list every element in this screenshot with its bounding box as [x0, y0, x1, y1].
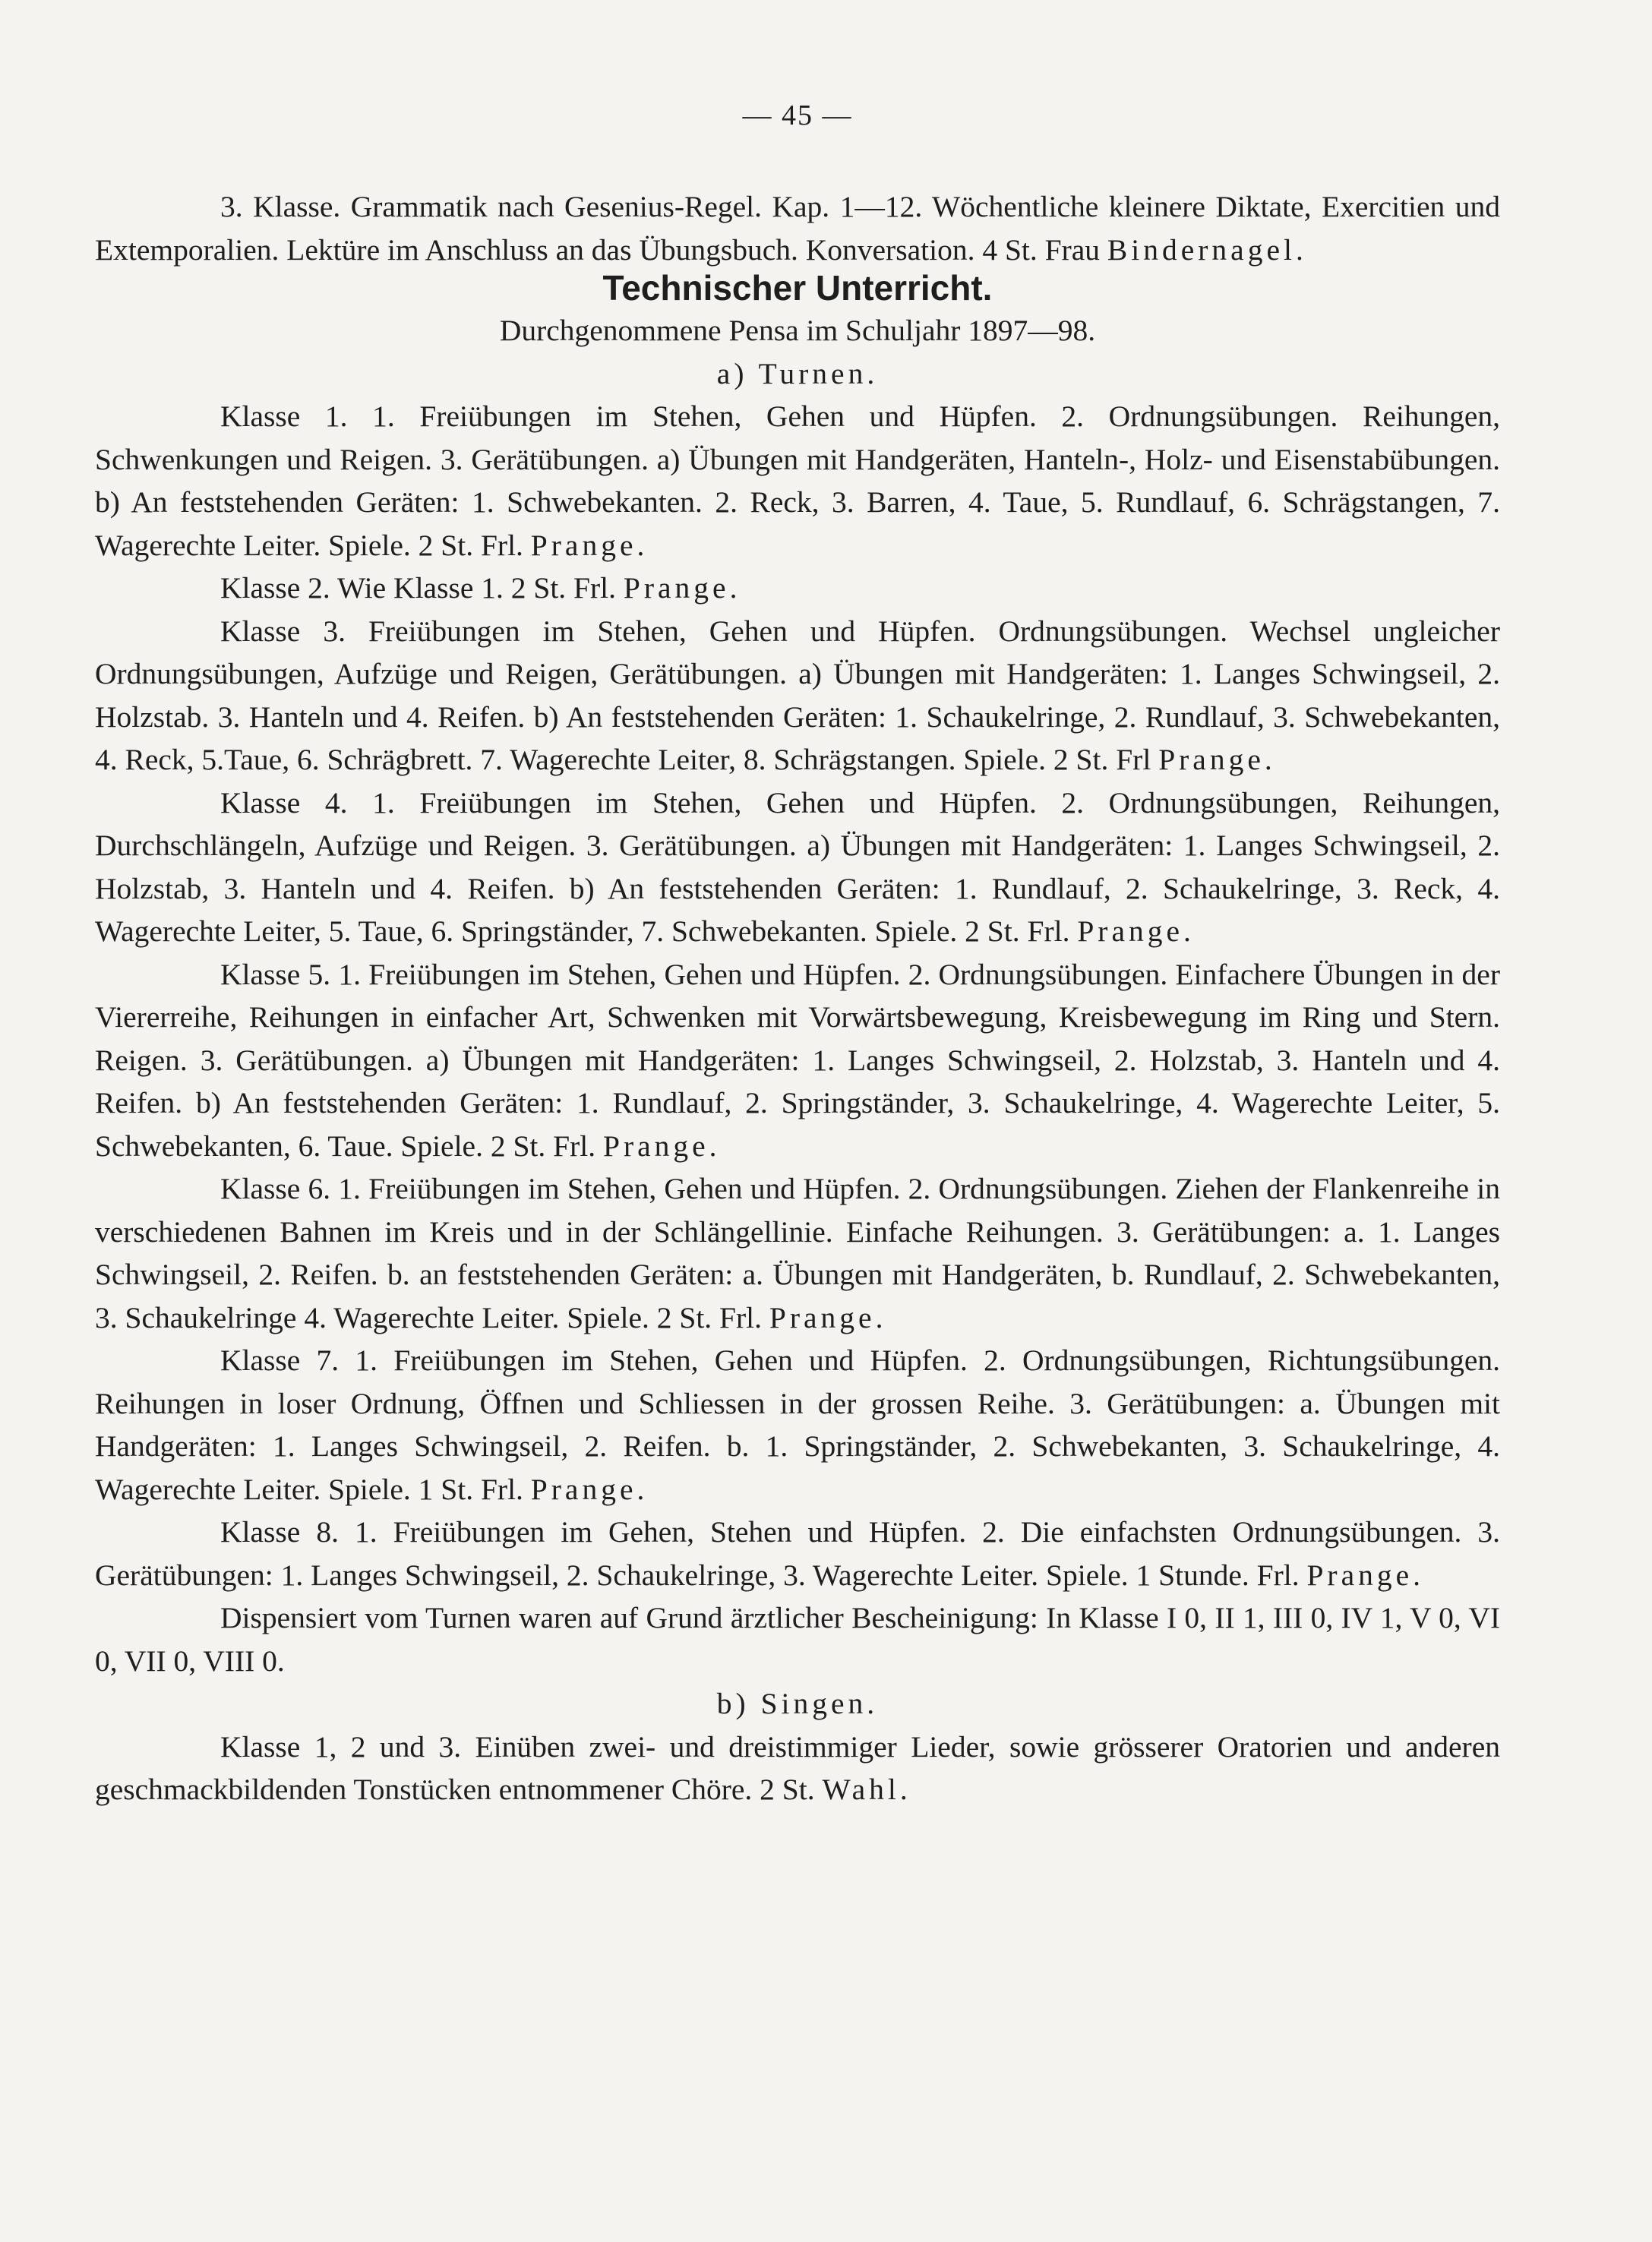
paragraph-dispensiert	[95, 1596, 1500, 1682]
page-number: — 45 —	[742, 99, 853, 131]
paragraph-text: Klasse 6. 1. Freiübungen im Stehen, Gehen und Hüpfen. 2. Ordnungsübungen. Ziehen der Flankenreihe in verschiedenen Bahnen im Kreis und in der Schlängellinie. Einfache Reihungen. 3. Gerätübungen: a. 1. Langes Schwingseil, 2. Reifen. b. an feststehenden Geräten: a. Übungen mit Handgeräten, b. Rundlauf, 2. Schwebekanten, 3. Schaukelringe 4. Wagerechte Leiter. Spiele. 2 St. Frl.	[95, 1172, 1500, 1334]
document-page	[95, 99, 1500, 1811]
paragraph-klasse-6	[95, 1167, 1500, 1339]
teacher-name: Prange.	[530, 1472, 649, 1506]
teacher-name: Prange.	[603, 1129, 721, 1163]
paragraph-klasse-3	[95, 610, 1500, 782]
paragraph-text: Klasse 8. 1. Freiübungen im Gehen, Stehen und Hüpfen. 2. Die einfachsten Ordnungsübungen. 3. Gerätübungen: 1. Langes Schwingseil, 2. Schaukelringe, 3. Wagerechte Leiter. Spiele. 1 Stunde. Frl.	[95, 1515, 1500, 1592]
subsection-singen: b) Singen.	[716, 1687, 879, 1720]
teacher-name: Prange.	[1306, 1558, 1425, 1592]
intro-paragraph	[95, 185, 1500, 271]
intro-text: 3. Klasse. Grammatik nach Gesenius-Regel. Kap. 1—12. Wöchentliche kleinere Diktate, Exercitien und Extemporalien. Lektüre im Anschluss an das Übungsbuch. Konversation. 4 St. Frau	[95, 190, 1500, 267]
paragraph-text: Klasse 4. 1. Freiübungen im Stehen, Gehen und Hüpfen. 2. Ordnungsübungen, Reihungen, Durchschlängeln, Aufzüge und Reigen. 3. Gerätübungen. a) Übungen mit Handgeräten: 1. Langes Schwingseil, 2. Holzstab, 3. Hanteln und 4. Reifen. b) An feststehenden Geräten: 1. Rundlauf, 2. Schaukelringe, 3. Reck, 4. Wagerechte Leiter, 5. Taue, 6. Springständer, 7. Schwebekanten. Spiele. 2 St. Frl.	[95, 785, 1500, 948]
paragraph-text: Klasse 1, 2 und 3. Einüben zwei- und dreistimmiger Lieder, sowie grösserer Oratorien und anderen geschmackbildenden Tonstücken entnommener Chöre. 2 St.	[95, 1729, 1500, 1806]
paragraph-text: Klasse 3. Freiübungen im Stehen, Gehen und Hüpfen. Ordnungsübungen. Wechsel ungleicher Ordnungsübungen, Aufzüge und Reigen, Gerätübungen. a) Übungen mit Handgeräten: 1. Langes Schwingseil, 2. Holzstab. 3. Hanteln und 4. Reifen. b) An feststehenden Geräten: 1. Schaukelringe, 2. Rundlauf, 3. Schwebekanten, 4. Reck, 5.Taue, 6. Schrägbrett. 7. Wagerechte Leiter, 8. Schrägstangen. Spiele. 2 St. Frl	[95, 614, 1500, 776]
paragraph-text: Klasse 2. Wie Klasse 1. 2 St. Frl.	[220, 571, 624, 605]
paragraph-klasse-4	[95, 782, 1500, 953]
section-heading: Technischer Unterricht.	[602, 268, 993, 308]
teacher-name: Prange.	[1077, 914, 1195, 948]
teacher-name: Prange.	[623, 571, 741, 605]
paragraph-klasse-2	[95, 567, 1500, 610]
teacher-name: Prange.	[530, 528, 649, 562]
teacher-name: Prange.	[769, 1300, 887, 1334]
teacher-name: Prange.	[1158, 743, 1276, 776]
paragraph-klasse-1	[95, 395, 1500, 567]
paragraph-singen	[95, 1726, 1500, 1811]
paragraph-text: Klasse 7. 1. Freiübungen im Stehen, Gehen und Hüpfen. 2. Ordnungsübungen, Richtungsübungen. Reihungen in loser Ordnung, Öffnen und Schliessen in der grossen Reihe. 3. Gerätübungen: a. Übungen mit Handgeräten: 1. Langes Schwingseil, 2. Reifen. b. 1. Springständer, 2. Schwebekanten, 3. Schaukelringe, 4. Wagerechte Leiter. Spiele. 1 St. Frl.	[95, 1344, 1500, 1506]
paragraph-text: Klasse 5. 1. Freiübungen im Stehen, Gehen und Hüpfen. 2. Ordnungsübungen. Einfachere Übungen in der Viererreihe, Reihungen in einfacher Art, Schwenken mit Vorwärtsbewegung, Kreisbewegung im Ring und Stern. Reigen. 3. Gerätübungen. a) Übungen mit Handgeräten: 1. Langes Schwingseil, 2. Holzstab, 3. Hanteln und 4. Reifen. b) An feststehenden Geräten: 1. Rundlauf, 2. Springständer, 3. Schaukelringe, 4. Wagerechte Leiter, 5. Schwebekanten, 6. Taue. Spiele. 2 St. Frl.	[95, 957, 1500, 1163]
intro-teacher: Bindernagel.	[1107, 232, 1307, 267]
subsection-turnen: a) Turnen.	[716, 356, 879, 390]
paragraph-text: Dispensiert vom Turnen waren auf Grund ärztlicher Bescheinigung: In Klasse I 0, II 1, III 0, IV 1, V 0, VI 0, VII 0, VIII 0.	[95, 1601, 1500, 1678]
paragraph-klasse-8	[95, 1511, 1500, 1596]
paragraph-text: Klasse 1. 1. Freiübungen im Stehen, Gehen und Hüpfen. 2. Ordnungsübungen. Reihungen, Schwenkungen und Reigen. 3. Gerätübungen. a) Übungen mit Handgeräten, Hanteln-, Holz- und Eisenstabübungen. b) An feststehenden Geräten: 1. Schwebekanten. 2. Reck, 3. Barren, 4. Taue, 5. Rundlauf, 6. Schrägstangen, 7. Wagerechte Leiter. Spiele. 2 St. Frl.	[95, 399, 1500, 562]
paragraph-klasse-7	[95, 1339, 1500, 1511]
section-subheading: Durchgenommene Pensa im Schuljahr 1897—98.	[499, 314, 1096, 347]
paragraph-klasse-5	[95, 953, 1500, 1168]
teacher-name: Wahl.	[822, 1773, 911, 1806]
